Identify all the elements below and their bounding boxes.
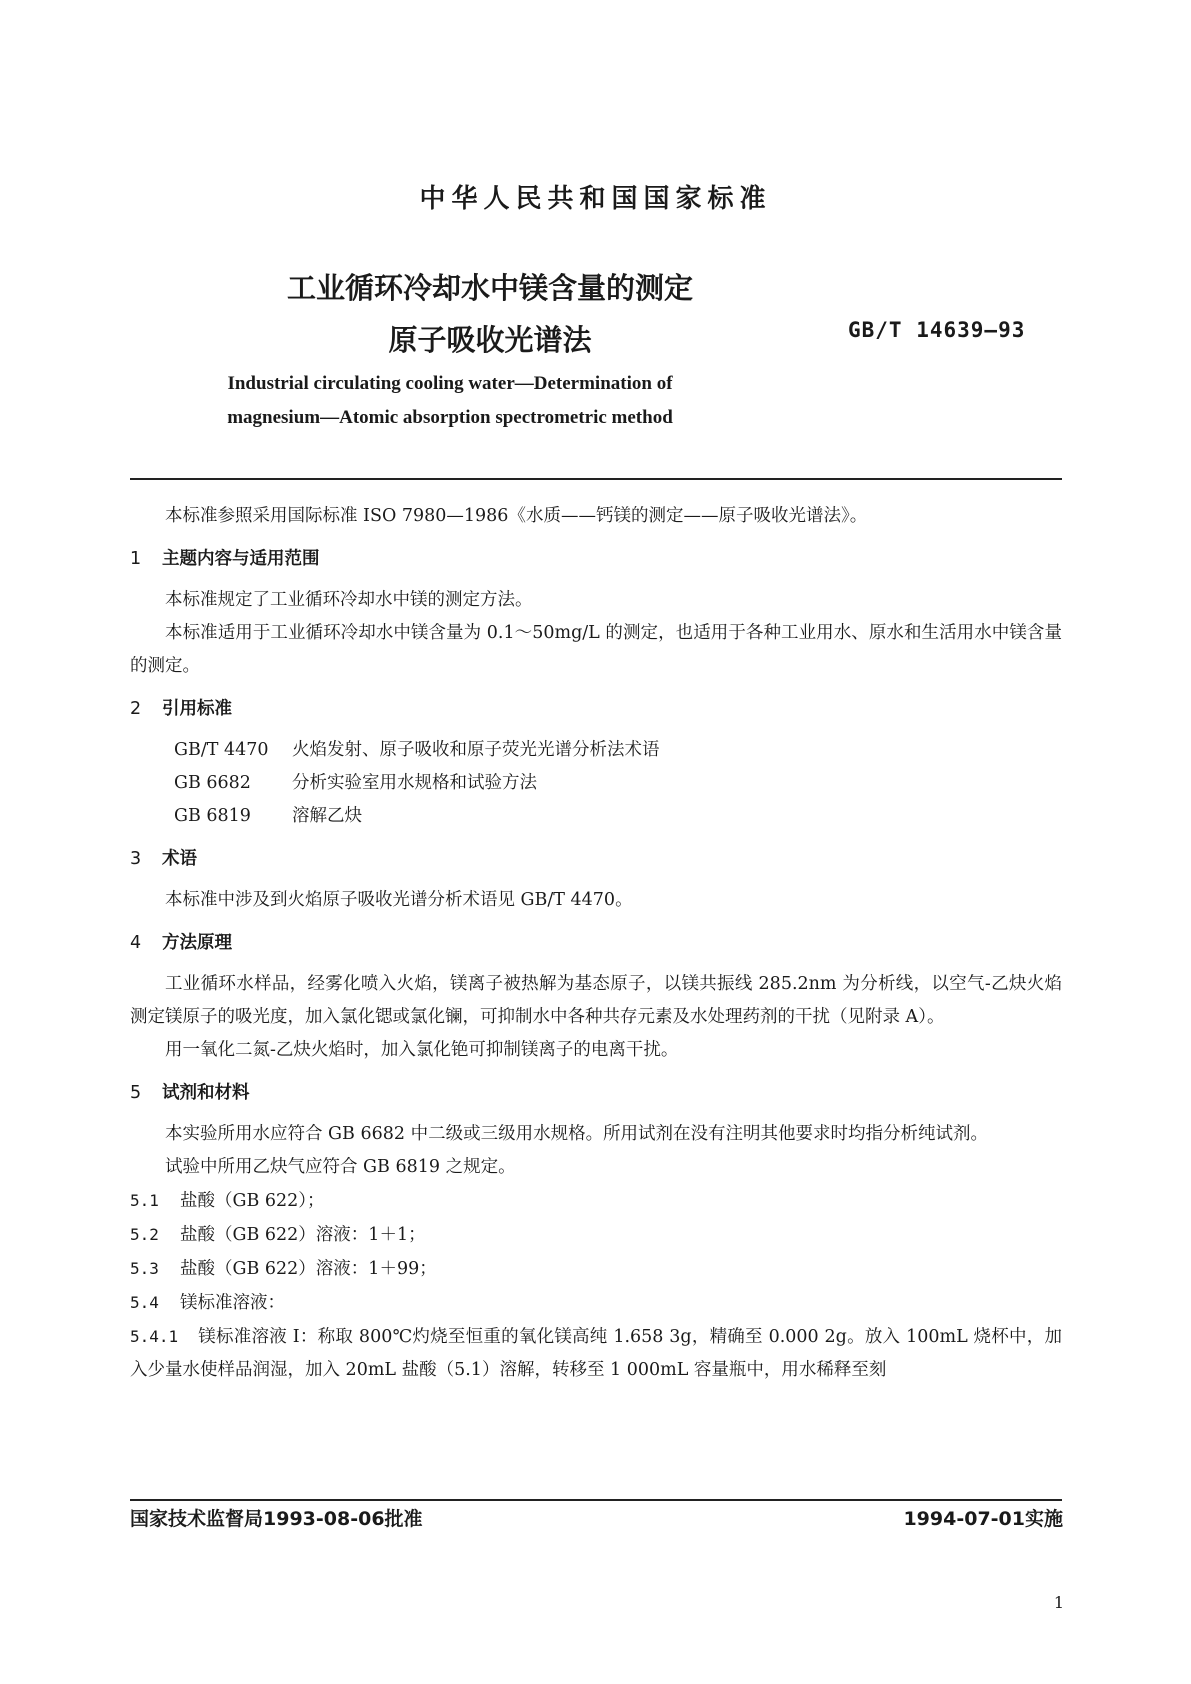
section-1-paragraph-2: 本标准适用于工业循环冷却水中镁含量为 0.1～50mg/L 的测定，也适用于各种工业用水、原水和生活用水中镁含量的测定。 bbox=[130, 623, 1062, 676]
standard-code: GB/T 14639—93 bbox=[848, 318, 1026, 342]
reference-code: GB 6682 bbox=[174, 773, 251, 793]
reagent-item bbox=[130, 1286, 1062, 1320]
reagent-item bbox=[130, 1218, 1062, 1252]
section-4-title: 方法原理 bbox=[162, 933, 232, 953]
reagent-text: 镁标准溶液： bbox=[180, 1293, 285, 1313]
approval-date: 国家技术监督局1993-08-06批准 bbox=[130, 1508, 423, 1530]
reference-code: GB/T 4470 bbox=[174, 740, 269, 760]
intro-paragraph: 本标准参照采用国际标准 ISO 7980—1986《水质——钙镁的测定——原子吸收光谱法》。 bbox=[165, 506, 868, 526]
section-3-number: 3 bbox=[130, 849, 142, 869]
reference-code: GB 6819 bbox=[174, 806, 251, 826]
reagent-text: 盐酸（GB 622）溶液：1＋99； bbox=[180, 1259, 437, 1279]
section-4-number: 4 bbox=[130, 933, 142, 953]
section-3-title: 术语 bbox=[162, 849, 197, 869]
page-number: 1 bbox=[1053, 1593, 1064, 1612]
footer-divider bbox=[130, 1499, 1062, 1501]
reference-name: 分析实验室用水规格和试验方法 bbox=[292, 773, 537, 793]
english-title-line-2: magnesium—Atomic absorption spectrometric method bbox=[227, 407, 673, 428]
section-5-paragraph-2: 试验中所用乙炔气应符合 GB 6819 之规定。 bbox=[165, 1157, 516, 1177]
section-2-number: 2 bbox=[130, 699, 142, 719]
english-title bbox=[150, 367, 750, 435]
chinese-title-line-2: 原子吸收光谱法 bbox=[388, 323, 592, 357]
section-5-title: 试剂和材料 bbox=[162, 1083, 250, 1103]
section-4-paragraph-1: 工业循环水样品，经雾化喷入火焰，镁离子被热解为基态原子，以镁共振线 285.2nm 为分析线，以空气-乙炔火焰测定镁原子的吸光度，加入氯化锶或氯化镧，可抑制水中各种共存元素及水处理药剂的干扰（见附录 A）。 bbox=[130, 974, 1062, 1027]
section-5-number: 5 bbox=[130, 1083, 142, 1103]
reference-name: 火焰发射、原子吸收和原子荧光光谱分析法术语 bbox=[292, 740, 660, 760]
document-body bbox=[130, 500, 1062, 1387]
section-3-paragraph-1: 本标准中涉及到火焰原子吸收光谱分析术语见 GB/T 4470。 bbox=[165, 890, 633, 910]
reference-name: 溶解乙炔 bbox=[292, 806, 362, 826]
section-5-paragraph-1: 本实验所用水应符合 GB 6682 中二级或三级用水规格。所用试剂在没有注明其他要求时均指分析纯试剂。 bbox=[165, 1124, 989, 1144]
chinese-title-line-1: 工业循环冷却水中镁含量的测定 bbox=[286, 271, 693, 305]
national-standard-heading: 中华人民共和国国家标准 bbox=[419, 184, 772, 214]
header-divider bbox=[130, 478, 1062, 480]
reagent-number: 5.4 bbox=[130, 1293, 159, 1312]
section-2-title: 引用标准 bbox=[162, 699, 232, 719]
reagent-number: 5.2 bbox=[130, 1225, 159, 1244]
reagent-number: 5.4.1 bbox=[130, 1327, 179, 1346]
section-3-heading bbox=[130, 843, 1062, 876]
reference-item bbox=[174, 800, 1062, 833]
reference-list bbox=[130, 734, 1062, 833]
english-title-line-1: Industrial circulating cooling water—Determination of bbox=[227, 373, 673, 394]
reagent-item bbox=[130, 1252, 1062, 1286]
section-1-number: 1 bbox=[130, 549, 142, 569]
reagent-text: 盐酸（GB 622）溶液：1＋1； bbox=[180, 1225, 426, 1245]
reference-item bbox=[174, 767, 1062, 800]
reagent-text: 盐酸（GB 622）； bbox=[180, 1191, 325, 1211]
section-1-paragraph-1: 本标准规定了工业循环冷却水中镁的测定方法。 bbox=[165, 590, 533, 610]
reagent-number: 5.1 bbox=[130, 1191, 159, 1210]
reagent-item bbox=[130, 1184, 1062, 1218]
section-4-paragraph-2: 用一氧化二氮-乙炔火焰时，加入氯化铯可抑制镁离子的电离干扰。 bbox=[165, 1040, 679, 1060]
effective-date: 1994-07-01实施 bbox=[903, 1508, 1063, 1530]
section-5-heading bbox=[130, 1077, 1062, 1110]
section-1-heading bbox=[130, 543, 1062, 576]
reference-item bbox=[174, 734, 1062, 767]
chinese-title bbox=[230, 262, 750, 366]
reagent-item-5-4-1 bbox=[130, 1320, 1062, 1387]
reagent-text: 镁标准溶液 Ⅰ：称取 800℃灼烧至恒重的氧化镁高纯 1.658 3g，精确至 0.000 2g。放入 100mL 烧杯中，加入少量水使样品润湿，加入 20mL 盐酸（5.1）溶解，转移至 1 000mL 容量瓶中，用水稀释至刻 bbox=[130, 1327, 1062, 1380]
section-4-heading bbox=[130, 927, 1062, 960]
section-2-heading bbox=[130, 693, 1062, 726]
reagent-number: 5.3 bbox=[130, 1259, 159, 1278]
section-1-title: 主题内容与适用范围 bbox=[162, 549, 320, 569]
